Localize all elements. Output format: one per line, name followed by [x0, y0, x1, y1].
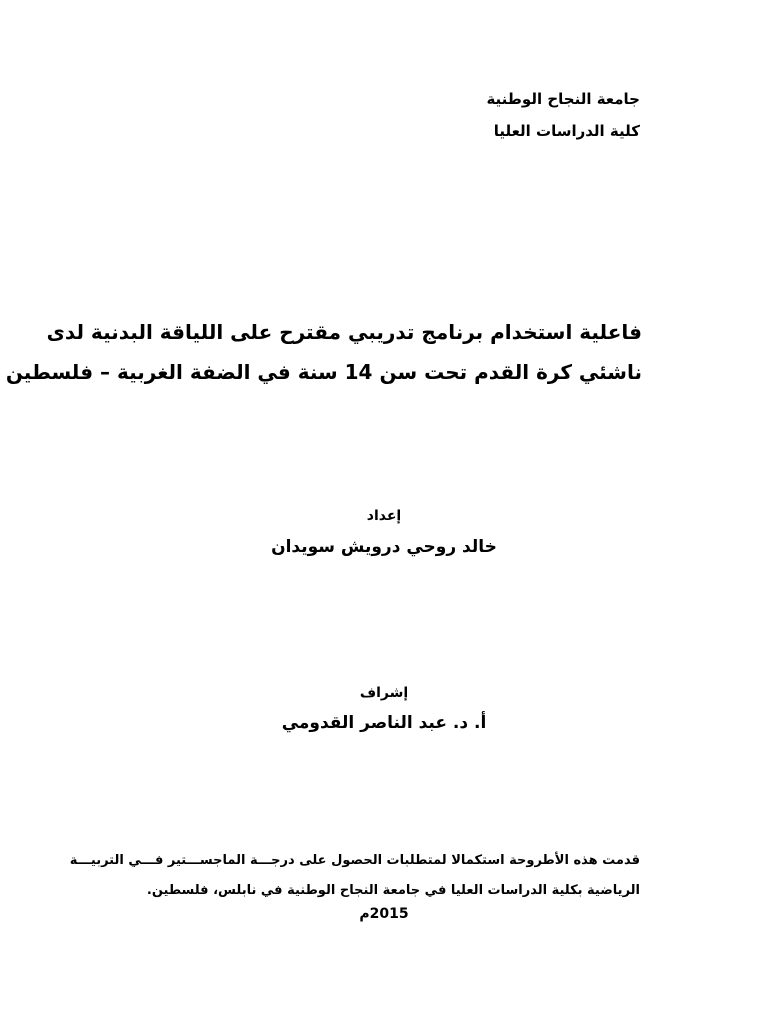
faculty-name: كلية الدراسات العليا [493, 122, 640, 140]
thesis-title-line-1: فاعلية استخدام برنامج تدريبي مقترح على اللياقة البدنية لدى [46, 320, 642, 344]
author-name: خالد روحي درويش سويدان [271, 537, 497, 557]
supervision-label: إشراف [359, 685, 409, 701]
year: 2015م [359, 906, 409, 922]
submission-note [69, 846, 640, 906]
submission-note-line-2: الرياضية بكلية الدراسات العليا في جامعة النجاح الوطنية في نابلس، فلسطين. [146, 883, 640, 898]
submission-note-line-1: قدمت هذه الأطروحة استكمالا لمتطلبات الحصول على درجـــة الماجســـتير فـــي التربيـــة [69, 853, 640, 868]
thesis-title-line-2: ناشئي كرة القدم تحت سن 14 سنة في الضفة الغربية – فلسطين [5, 360, 642, 384]
university-name: جامعة النجاح الوطنية [486, 90, 640, 108]
prepared-by-label: إعداد [366, 508, 402, 524]
thesis-title [5, 312, 642, 392]
supervisor-name: أ. د. عبد الناصر القدومي [281, 713, 487, 733]
